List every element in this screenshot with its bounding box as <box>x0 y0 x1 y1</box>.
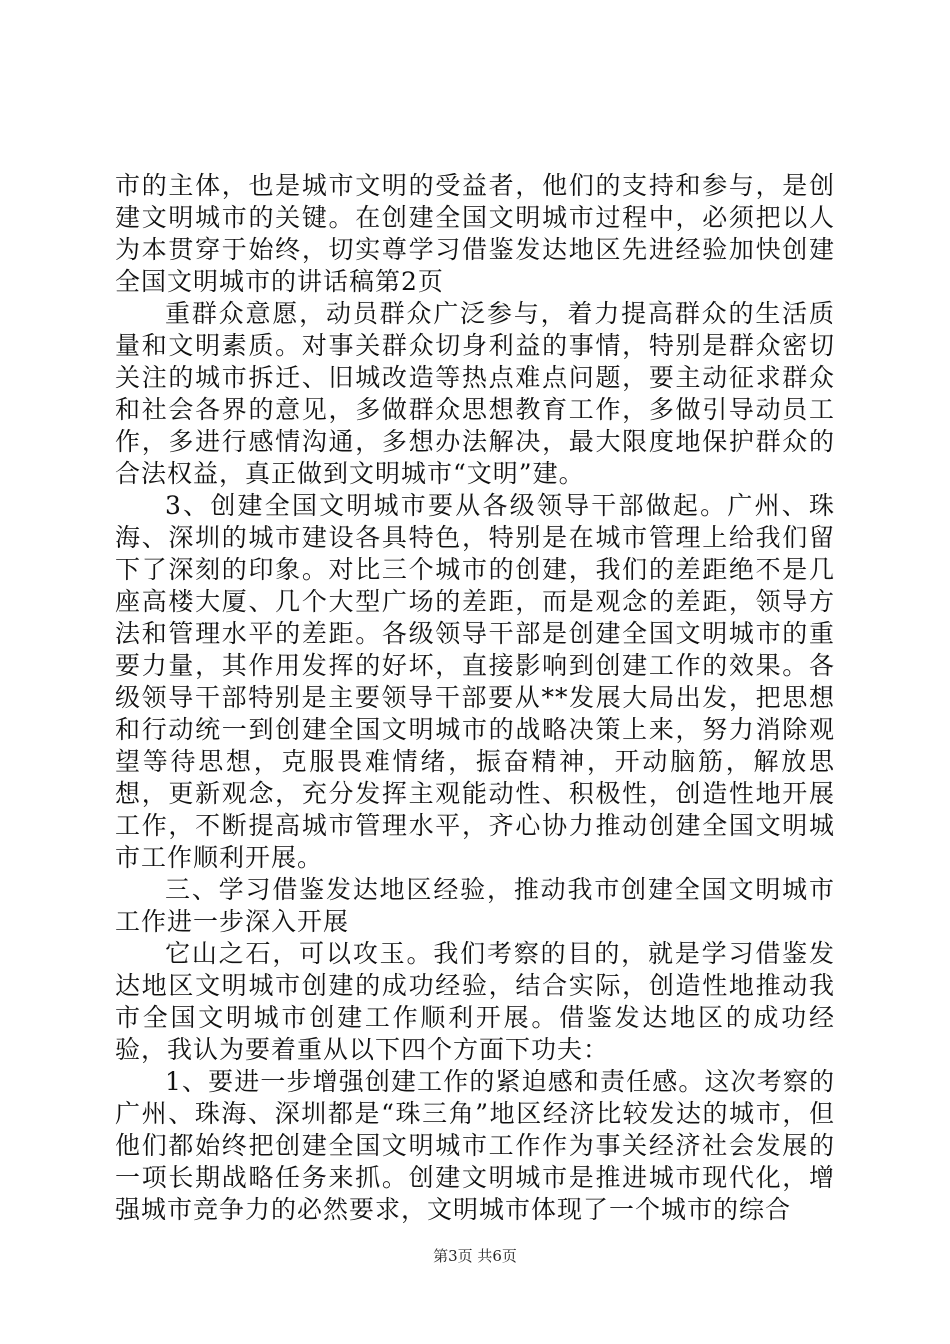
paragraph: 3、创建全国文明城市要从各级领导干部做起。广州、珠海、深圳的城市建设各具特色，特别是在城市管理上给我们留下了深刻的印象。对比三个城市的创建，我们的差距绝不是几座高楼大厦、几个大型广场的差距，而是观念的差距，领导方法和管理水平的差距。各级领导干部是创建全国文明城市的重要力量，其作用发挥的好坏，直接影响到创建工作的效果。各级领导干部特别是主要领导干部要从**发展大局出发，把思想和行动统一到创建全国文明城市的战略决策上来，努力消除观望等待思想，克服畏难情绪，振奋精神，开动脑筋，解放思想，更新观念，充分发挥主观能动性、积极性，创造性地开展工作，不断提高城市管理水平，齐心协力推动创建全国文明城市工作顺利开展。 <box>115 491 835 872</box>
paragraph: 市的主体，也是城市文明的受益者，他们的支持和参与，是创建文明城市的关键。在创建全国文明城市过程中，必须把以人为本贯穿于始终，切实尊学习借鉴发达地区先进经验加快创建全国文明城市的讲话稿第2页 <box>115 171 835 296</box>
document-body <box>115 170 835 1226</box>
paragraph: 它山之石，可以攻玉。我们考察的目的，就是学习借鉴发达地区文明城市创建的成功经验，结合实际，创造性地推动我市全国文明城市创建工作顺利开展。借鉴发达地区的成功经验，我认为要着重从以下四个方面下功夫： <box>115 939 835 1064</box>
paragraph: 重群众意愿，动员群众广泛参与，着力提高群众的生活质量和文明素质。对事关群众切身利益的事情，特别是群众密切关注的城市拆迁、旧城改造等热点难点问题，要主动征求群众和社会各界的意见，多做群众思想教育工作，多做引导动员工作，多进行感情沟通，多想办法解决，最大限度地保护群众的合法权益，真正做到文明城市“文明”建。 <box>115 299 835 488</box>
section-heading: 三、学习借鉴发达地区经验，推动我市创建全国文明城市工作进一步深入开展 <box>115 875 835 936</box>
paragraph: 1、要进一步增强创建工作的紧迫感和责任感。这次考察的广州、珠海、深圳都是“珠三角”地区经济比较发达的城市，但他们都始终把创建全国文明城市工作作为事关经济社会发展的一项长期战略任务来抓。创建文明城市是推进城市现代化，增强城市竞争力的必然要求，文明城市体现了一个城市的综合 <box>115 1067 835 1224</box>
page-footer: 第3页 共6页 <box>433 1247 517 1265</box>
